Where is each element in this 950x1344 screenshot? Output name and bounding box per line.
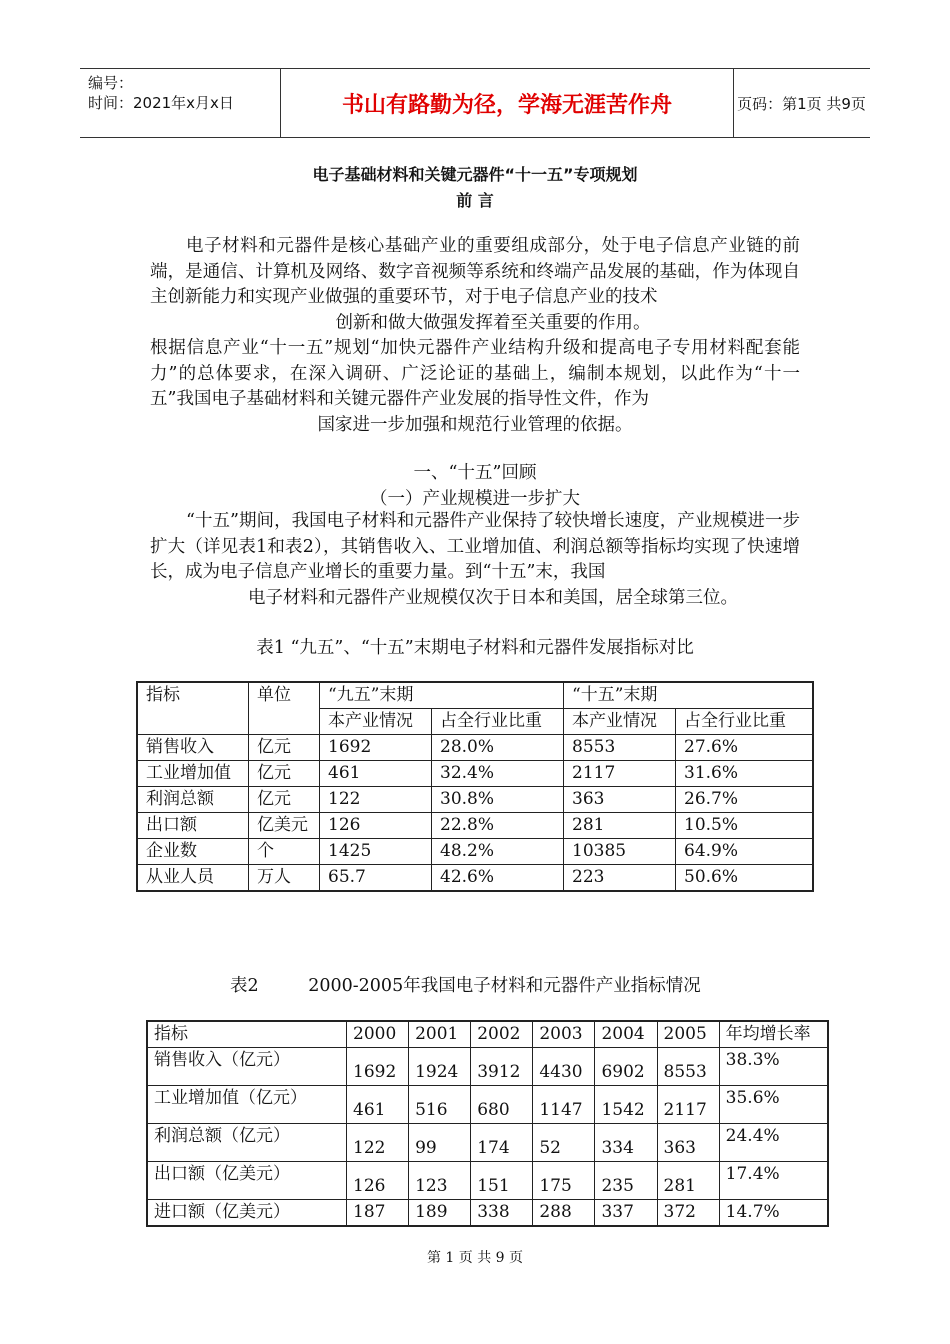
table1-cell-c: 2117 (564, 761, 676, 787)
table2-cell-value: 1924 (409, 1048, 471, 1086)
table-row (147, 1048, 828, 1086)
table2-header-cell: 指标 (147, 1021, 347, 1048)
paragraph-review-last: 电子材料和元器件产业规模仅次于日本和美国，居全球第三位。 (248, 588, 738, 609)
table2-cell-value: 122 (347, 1124, 409, 1162)
table1 (136, 681, 814, 892)
table-row (147, 1162, 828, 1200)
table1-cell-unit: 亿元 (249, 761, 320, 787)
paragraph-review (150, 509, 800, 612)
table2-cell-name: 进口额（亿美元） (147, 1200, 347, 1227)
table2-cell-value: 126 (347, 1162, 409, 1200)
table2-caption (230, 972, 701, 997)
table1-cell-name: 利润总额 (137, 787, 249, 813)
table1-cell-a: 122 (320, 787, 432, 813)
table2-cell-value: 52 (533, 1124, 595, 1162)
table2-cell-value: 516 (409, 1086, 471, 1124)
table2-cell-value: 151 (471, 1162, 533, 1200)
table2-cell-name: 出口额（亿美元） (147, 1162, 347, 1200)
table2-cell-value: 3912 (471, 1048, 533, 1086)
table1-cell-b: 28.0% (432, 735, 564, 761)
table2-cell-value: 1542 (595, 1086, 657, 1124)
table2-cell-name: 销售收入（亿元） (147, 1048, 347, 1086)
table1-cell-c: 363 (564, 787, 676, 813)
table1-cell-name: 出口额 (137, 813, 249, 839)
table1-cell-unit: 亿元 (249, 735, 320, 761)
table2-header-cell: 2002 (471, 1021, 533, 1048)
table1-cell-name: 工业增加值 (137, 761, 249, 787)
table1-cell-name: 企业数 (137, 839, 249, 865)
table1-cell-d: 27.6% (676, 735, 814, 761)
table-row (137, 839, 813, 865)
table2-cell-value: 123 (409, 1162, 471, 1200)
page-header (80, 68, 870, 138)
table1-cell-b: 32.4% (432, 761, 564, 787)
table2-cell-value: 174 (471, 1124, 533, 1162)
table1-cell-c: 8553 (564, 735, 676, 761)
table1-cell-d: 26.7% (676, 787, 814, 813)
table1-cell-unit: 亿元 (249, 787, 320, 813)
paragraph-review-text: “十五”期间，我国电子材料和元器件产业保持了较快增长速度，产业规模进一步扩大（详见表1和表2），其销售收入、工业增加值、利润总额等指标均实现了快速增长，成为电子信息产业增长的重要力量。到“十五”末，我国 (150, 511, 800, 583)
table1-cell-unit: 个 (249, 839, 320, 865)
table1-cell-a: 126 (320, 813, 432, 839)
table2-header-cell: 2003 (533, 1021, 595, 1048)
table1-cell-d: 50.6% (676, 865, 814, 892)
table-row (137, 761, 813, 787)
table1-subheader-a: 本产业情况 (320, 709, 432, 735)
table2-caption-prefix: 表2 (230, 976, 259, 996)
table1-cell-a: 65.7 (320, 865, 432, 892)
table2-cell-value: 1692 (347, 1048, 409, 1086)
paragraph-intro (150, 234, 800, 337)
table1-cell-c: 223 (564, 865, 676, 892)
paragraph-intro-text: 电子材料和元器件是核心基础产业的重要组成部分，处于电子信息产业链的前端，是通信、计算机及网络、数字音视频等系统和终端产品发展的基础，作为体现自主创新能力和实现产业做强的重要环节，对于电子信息产业的技术 (150, 236, 800, 308)
table1-cell-name: 从业人员 (137, 865, 249, 892)
table1-cell-name: 销售收入 (137, 735, 249, 761)
table2-cell-name: 利润总额（亿元） (147, 1124, 347, 1162)
table1-cell-b: 30.8% (432, 787, 564, 813)
table2-cell-growth: 38.3% (719, 1048, 828, 1086)
paragraph-basis (150, 336, 800, 439)
table-row (137, 787, 813, 813)
table1-cell-unit: 亿美元 (249, 813, 320, 839)
table2-cell-value: 461 (347, 1086, 409, 1124)
section-heading: 一、“十五”回顾 (413, 463, 537, 483)
table1-header-row (137, 682, 813, 709)
table2-cell-growth: 35.6% (719, 1086, 828, 1124)
table1-cell-a: 1692 (320, 735, 432, 761)
table1-subheader-c: 本产业情况 (564, 709, 676, 735)
table-row (137, 813, 813, 839)
table2-header-cell: 2004 (595, 1021, 657, 1048)
table-row (147, 1086, 828, 1124)
table1-cell-d: 31.6% (676, 761, 814, 787)
table2-cell-value: 334 (595, 1124, 657, 1162)
table1-cell-c: 10385 (564, 839, 676, 865)
table2-cell-value: 1147 (533, 1086, 595, 1124)
table2-cell-growth: 14.7% (719, 1200, 828, 1227)
table-row (137, 735, 813, 761)
header-page-label: 页码：第1页 共9页 (737, 94, 866, 113)
document-title: 电子基础材料和关键元器件“十一五”专项规划 (312, 165, 638, 184)
table1-header-unit: 单位 (249, 682, 320, 735)
table2-cell-growth: 24.4% (719, 1124, 828, 1162)
table1-caption: 表1 “九五”、“十五”末期电子材料和元器件发展指标对比 (256, 638, 694, 658)
table2-cell-value: 363 (657, 1124, 719, 1162)
table2-cell-value: 338 (471, 1200, 533, 1227)
table1-cell-d: 64.9% (676, 839, 814, 865)
table1-cell-b: 48.2% (432, 839, 564, 865)
table2-cell-value: 288 (533, 1200, 595, 1227)
table2-cell-value: 2117 (657, 1086, 719, 1124)
paragraph-basis-text: 根据信息产业“十一五”规划“加快元器件产业结构升级和提高电子专用材料配套能力”的总体要求，在深入调研、广泛论证的基础上，编制本规划，以此作为“十一五”我国电子基础材料和关键元器件产业发展的指导性文件，作为 (150, 338, 800, 410)
table2-cell-value: 187 (347, 1200, 409, 1227)
table1-cell-d: 10.5% (676, 813, 814, 839)
table1-subheader-b: 占全行业比重 (432, 709, 564, 735)
page-footer: 第 1 页 共 9 页 (426, 1250, 524, 1266)
table2 (146, 1020, 829, 1227)
table-row (137, 865, 813, 892)
table2-cell-value: 680 (471, 1086, 533, 1124)
table1-cell-b: 42.6% (432, 865, 564, 892)
table1-cell-c: 281 (564, 813, 676, 839)
table2-cell-value: 189 (409, 1200, 471, 1227)
table1-header-indicator: 指标 (137, 682, 249, 735)
table2-cell-value: 6902 (595, 1048, 657, 1086)
table2-cell-name: 工业增加值（亿元） (147, 1086, 347, 1124)
table2-cell-value: 337 (595, 1200, 657, 1227)
table2-header-cell: 年均增长率 (719, 1021, 828, 1048)
document-subtitle: 前 言 (456, 191, 494, 210)
table2-cell-value: 235 (595, 1162, 657, 1200)
table2-cell-growth: 17.4% (719, 1162, 828, 1200)
paragraph-intro-last: 创新和做大做强发挥着至关重要的作用。 (335, 313, 651, 334)
table2-header-cell: 2000 (347, 1021, 409, 1048)
table2-cell-value: 99 (409, 1124, 471, 1162)
table2-header-cell: 2005 (657, 1021, 719, 1048)
table2-header-row (147, 1021, 828, 1048)
table1-cell-a: 461 (320, 761, 432, 787)
table-row (147, 1124, 828, 1162)
table2-header-cell: 2001 (409, 1021, 471, 1048)
serial-label: 编号： (88, 74, 134, 92)
header-motto: 书山有路勤为径，学海无涯苦作舟 (280, 69, 734, 137)
subsection-heading: （一）产业规模进一步扩大 (370, 489, 580, 509)
paragraph-basis-last: 国家进一步加强和规范行业管理的依据。 (317, 415, 633, 436)
table1-cell-a: 1425 (320, 839, 432, 865)
table2-cell-value: 372 (657, 1200, 719, 1227)
table2-cell-value: 281 (657, 1162, 719, 1200)
table2-caption-text: 2000-2005年我国电子材料和元器件产业指标情况 (308, 976, 701, 996)
table1-header-period105: “十五”末期 (564, 682, 814, 709)
table1-cell-unit: 万人 (249, 865, 320, 892)
header-meta (80, 69, 280, 137)
table1-subheader-d: 占全行业比重 (676, 709, 814, 735)
time-label: 时间：2021年x月x日 (88, 94, 234, 112)
table1-cell-b: 22.8% (432, 813, 564, 839)
table-row (147, 1200, 828, 1227)
table2-cell-value: 175 (533, 1162, 595, 1200)
table2-cell-value: 4430 (533, 1048, 595, 1086)
table2-cell-value: 8553 (657, 1048, 719, 1086)
table1-header-period95: “九五”末期 (320, 682, 564, 709)
